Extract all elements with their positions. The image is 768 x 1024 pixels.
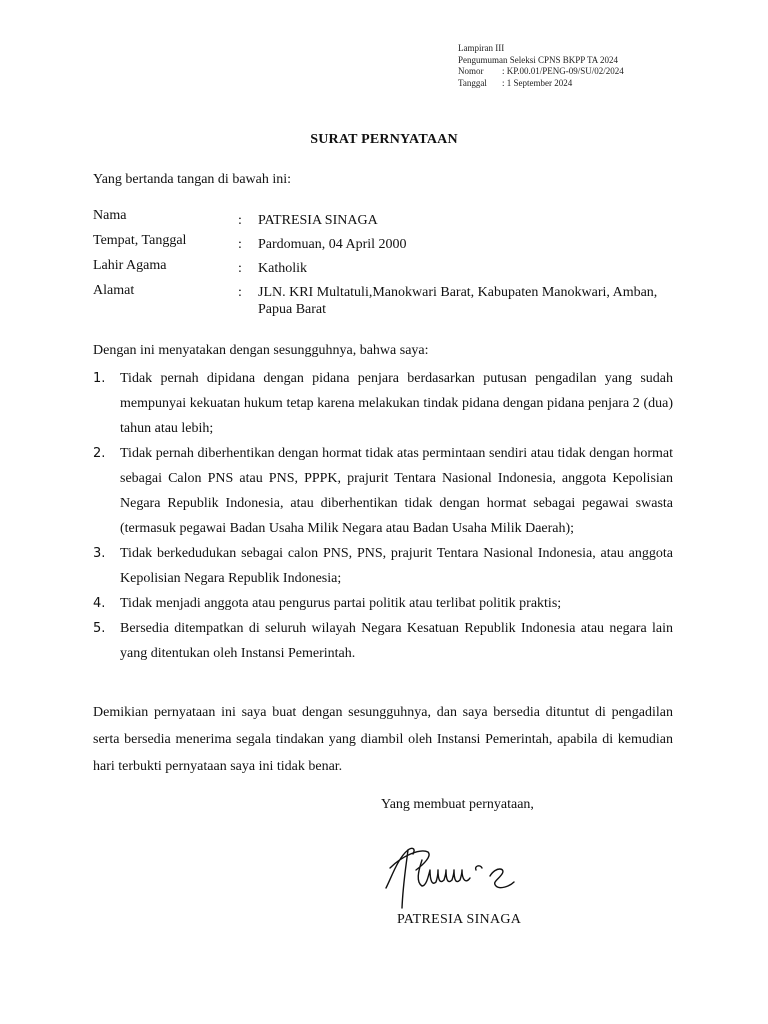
attachment-label: Lampiran III (458, 43, 505, 53)
field-value-nama: PATRESIA SINAGA (258, 213, 378, 228)
field-value-alamat: JLN. KRI Multatuli,Manokwari Barat, Kabupaten Manokwari, Amban, Papua Barat (258, 285, 658, 317)
statement-item (93, 616, 673, 666)
field-colon: : (238, 237, 242, 252)
tanggal-label: Tanggal (458, 77, 487, 88)
field-label-tempat-tanggal: Tempat, Tanggal (93, 233, 187, 248)
statement-number: 4. (93, 596, 106, 611)
field-row-agama (238, 260, 678, 277)
document-title: SURAT PERNYATAAN (310, 132, 458, 147)
statement-item (93, 366, 673, 441)
statement-text: Tidak pernah dipidana dengan pidana penjara berdasarkan putusan pengadilan yang sudah mempunyai kekuatan hukum tetap karena melakukan tindak pidana dengan pidana penjara 2 (dua) tahun atau lebih; (120, 371, 673, 436)
attachment-header (458, 43, 624, 89)
field-row-nama (238, 212, 678, 229)
statement-text: Tidak menjadi anggota atau pengurus partai politik atau terlibat politik praktis; (120, 596, 562, 611)
handwritten-signature-icon (378, 836, 528, 916)
statement-list (93, 366, 673, 666)
field-value-tempat-tanggal: Pardomuan, 04 April 2000 (258, 237, 407, 252)
field-colon: : (238, 285, 242, 300)
statement-text: Bersedia ditempatkan di seluruh wilayah Negara Kesatuan Republik Indonesia atau negara lain yang ditentukan oleh Instansi Pemerintah. (120, 621, 673, 661)
statement-item (93, 541, 673, 591)
nomor-value: : KP.00.01/PENG-09/SU/02/2024 (502, 66, 624, 77)
statement-text: Tidak pernah diberhentikan dengan hormat tidak atas permintaan sendiri atau tidak dengan hormat sebagai Calon PNS atau PNS, PPPK, prajurit Tentara Nasional Indonesia, anggota Kepolisian Negara Republik Indonesia, atau diberhentikan tidak dengan hormat sebagai pegawai swasta (termasuk pegawai Badan Usaha Milik Negara atau Badan Usaha Milik Daerah); (120, 446, 673, 536)
field-label-lahir-agama: Lahir Agama (93, 258, 167, 273)
field-colon: : (238, 213, 242, 228)
statement-number: 5. (93, 621, 106, 636)
statement-item (93, 441, 673, 541)
tanggal-row (458, 78, 624, 90)
announcement-title: Pengumuman Seleksi CPNS BKPP TA 2024 (458, 54, 619, 65)
intro-text: Yang bertanda tangan di bawah ini: (93, 172, 292, 187)
statement-text: Tidak berkedudukan sebagai calon PNS, PNS, prajurit Tentara Nasional Indonesia, atau anggota Kepolisian Negara Republik Indonesia; (120, 546, 673, 586)
statement-item (93, 591, 673, 616)
field-row-tempat-tanggal (238, 236, 678, 253)
statement-number: 1. (93, 371, 106, 386)
field-values (238, 212, 678, 325)
field-labels (93, 207, 186, 307)
field-label-alamat: Alamat (93, 283, 135, 298)
signoff-text: Yang membuat pernyataan, (381, 797, 534, 812)
field-row-alamat (238, 284, 678, 318)
statement-number: 2. (93, 446, 106, 461)
closing-paragraph: Demikian pernyataan ini saya buat dengan sesungguhnya, dan saya bersedia dituntut di pengadilan serta bersedia menerima segala tindakan yang diambil oleh Instansi Pemerintah, apabila di kemudian hari terbukti pernyataan saya ini tidak benar. (93, 705, 673, 774)
statement-number: 3. (93, 546, 106, 561)
tanggal-value: : 1 September 2024 (502, 77, 573, 88)
declaration-lead: Dengan ini menyatakan dengan sesungguhnya, bahwa saya: (93, 343, 429, 358)
signer-name: PATRESIA SINAGA (397, 912, 522, 927)
field-label-nama: Nama (93, 208, 127, 223)
nomor-row (458, 66, 624, 78)
nomor-label: Nomor (458, 66, 484, 77)
field-colon: : (238, 261, 242, 276)
field-value-agama: Katholik (258, 261, 307, 276)
